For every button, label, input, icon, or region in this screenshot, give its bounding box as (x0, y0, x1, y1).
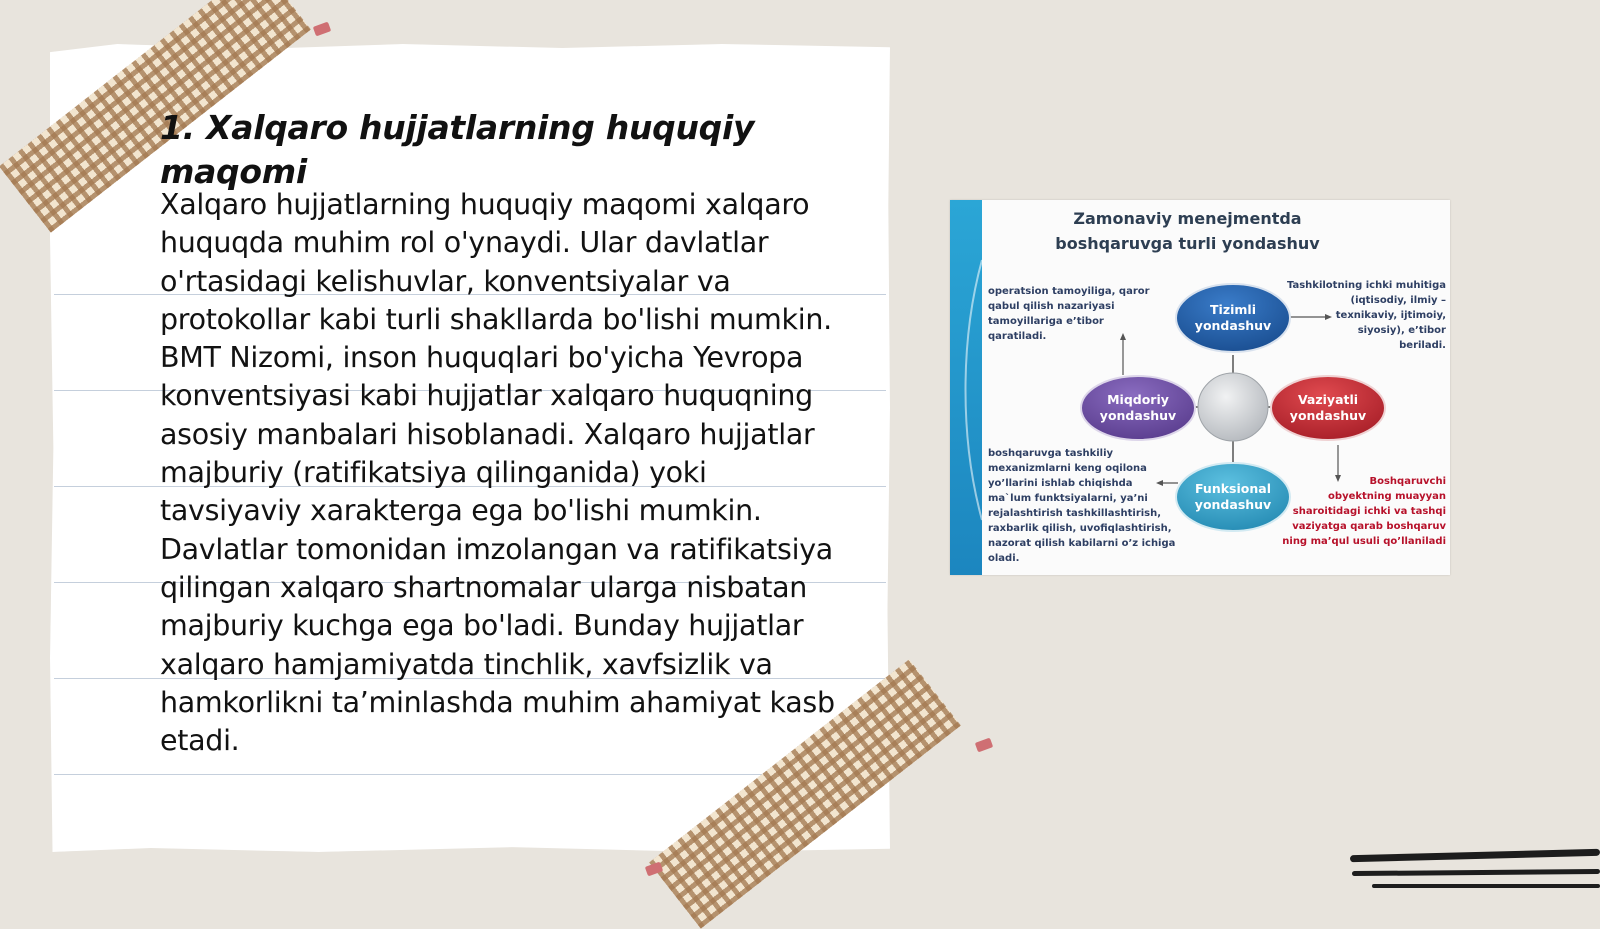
note-line: texnikaviy, ijtimoiy, (1335, 310, 1446, 321)
note-line: rejalashtirish tashkillashtirish, (988, 508, 1162, 519)
note-line: beriladi. (1399, 340, 1446, 351)
note-bottom-right (1276, 474, 1446, 549)
note-line: Tashkilotning ichki muhitiga (1286, 280, 1446, 291)
note-line: qaratiladi. (988, 331, 1047, 342)
brush-stroke-decoration (1350, 849, 1600, 863)
brush-stroke-decoration (1352, 869, 1600, 876)
node-label-line: Vaziyatli (1297, 392, 1359, 407)
label-funksional (1176, 481, 1290, 513)
label-miqdoriy (1081, 392, 1195, 424)
label-vaziyatli (1271, 392, 1385, 424)
slide-title: 1. Xalqaro hujjatlarning huquqiy maqomi (160, 108, 755, 191)
note-line: vaziyatga qarab boshqaruv (1292, 521, 1446, 532)
node-label-line: Miqdoriy (1107, 392, 1169, 407)
approaches-diagram (950, 200, 1450, 575)
note-line: raxbarlik qilish, uvofiqlashtirish, (988, 523, 1172, 534)
note-line: mexanizmlarni keng oqilona (988, 463, 1147, 474)
note-line: yo’llarini ishlab chiqishda (988, 478, 1133, 489)
center-circle (1198, 373, 1268, 441)
note-line: sharoitidagi ichki va tashqi (1292, 506, 1446, 517)
tape-edge-accent (313, 22, 331, 37)
note-line: ning ma’qul usuli qo’llaniladi (1282, 536, 1446, 547)
note-line: tamoyillariga e’tibor (988, 316, 1104, 327)
diagram-title-line: Zamonaviy menejmentda (1073, 209, 1302, 228)
note-line: Boshqaruvchi (1369, 476, 1446, 487)
diagram-title-line: boshqaruvga turli yondashuv (1055, 234, 1320, 253)
note-line: oladi. (988, 553, 1020, 564)
node-label-line: Tizimli (1210, 302, 1256, 317)
note-line: siyosiy), e’tibor (1357, 325, 1446, 336)
node-label-line: yondashuv (1289, 408, 1367, 423)
note-line: boshqaruvga tashkiliy (988, 448, 1114, 459)
node-label-line: yondashuv (1194, 318, 1272, 333)
slide-body-text: Xalqaro hujjatlarning huquqiy maqomi xalqaro huquqda muhim rol o'ynaydi. Ular davlatlar o'rtasidagi kelishuvlar, konventsiyalar va protokollar kabi turli shakllarda bo'lishi mumkin. BMT Nizomi, inson huquqlari bo'yicha Yevropa konventsiyasi kabi hujjatlar xalqaro huquqning asosiy manbalari hisoblanadi. Xalqaro hujjatlar majburiy (ratifikatsiya qilinganida) yoki tavsiyaviy xarakterga ega bo'lishi mumkin. Davlatlar tomonidan imzolangan va ratifikatsiya qilingan xalqaro shartnomalar ularga nisbatan majburiy kuchga ega bo'ladi. Bunday hujjatlar xalqaro hamjamiyatda tinchlik, xavfsizlik va hamkorlikni ta’minlashda muhim ahamiyat kasb etadi. (160, 188, 835, 758)
note-line: ma`lum funktsiyalarni, ya’ni (988, 493, 1148, 504)
note-line: qabul qilish nazariyasi (988, 301, 1115, 312)
note-line: obyektning muayyan (1328, 491, 1446, 502)
note-line: operatsion tamoyiliga, qaror (988, 286, 1150, 297)
note-bottom-left (988, 446, 1178, 566)
note-line: (iqtisodiy, ilmiy – (1350, 295, 1446, 306)
note-top-left (988, 284, 1168, 344)
brush-stroke-decoration (1372, 884, 1600, 888)
diagram-title (990, 206, 1385, 256)
node-label-line: yondashuv (1099, 408, 1177, 423)
tape-edge-accent (975, 738, 993, 753)
note-line: nazorat qilish kabilarni o’z ichiga (988, 538, 1176, 549)
node-label-line: yondashuv (1194, 497, 1272, 512)
note-top-right (1266, 278, 1446, 353)
node-label-line: Funksional (1195, 481, 1271, 496)
